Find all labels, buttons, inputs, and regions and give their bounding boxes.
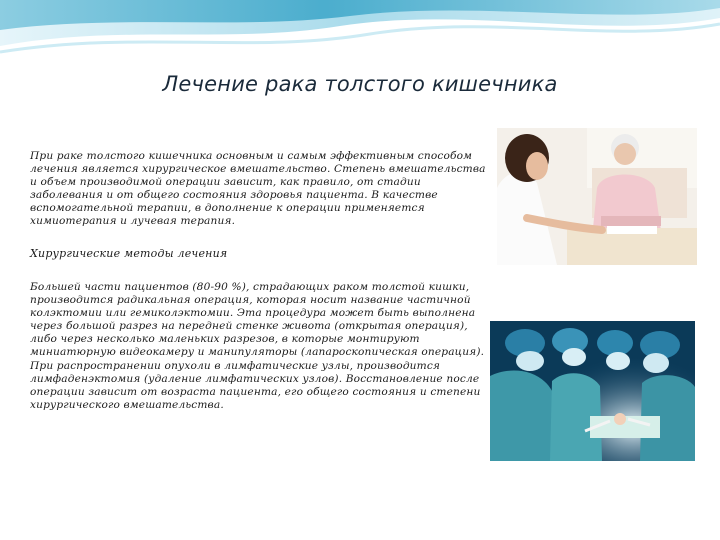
section-heading: Хирургические методы лечения [30, 247, 228, 260]
surgery-photo [490, 321, 695, 461]
doctor-patient-photo [497, 128, 697, 265]
slide-title: Лечение рака толстого кишечника [162, 72, 558, 96]
surgery-paragraph: Большей части пациентов (80-90 %), страдающих раком толстой кишки, производится радикальная операция, которая носит название частичной колэктомии или гемиколэктомии. Эта процедура может быть выполнена через большой разрез на передней стенке живота (открытая операция), либо через несколько маленьких разрезов, в которые монтируют миниатюрную видеокамеру и манипуляторы (лапароскопическая операция). При распространении опухоли в лимфатические узлы, производится лимфаденэктомия (удаление лимфатических узлов). Восстановление после операции зависит от возраста пациента, его общего состояния и степени хирургического вмешательства. [30, 281, 485, 411]
intro-paragraph: При раке толстого кишечника основным и самым эффективным способом лечения является хирургическое вмешательство. Степень вмешательства и объем производимой операции зависит, как правило, от стадии заболевания и от общего состояния здоровья пациента. В качестве вспомогательной терапии, в дополнение к операции применяется химиотерапия и лучевая терапия. [30, 150, 486, 228]
